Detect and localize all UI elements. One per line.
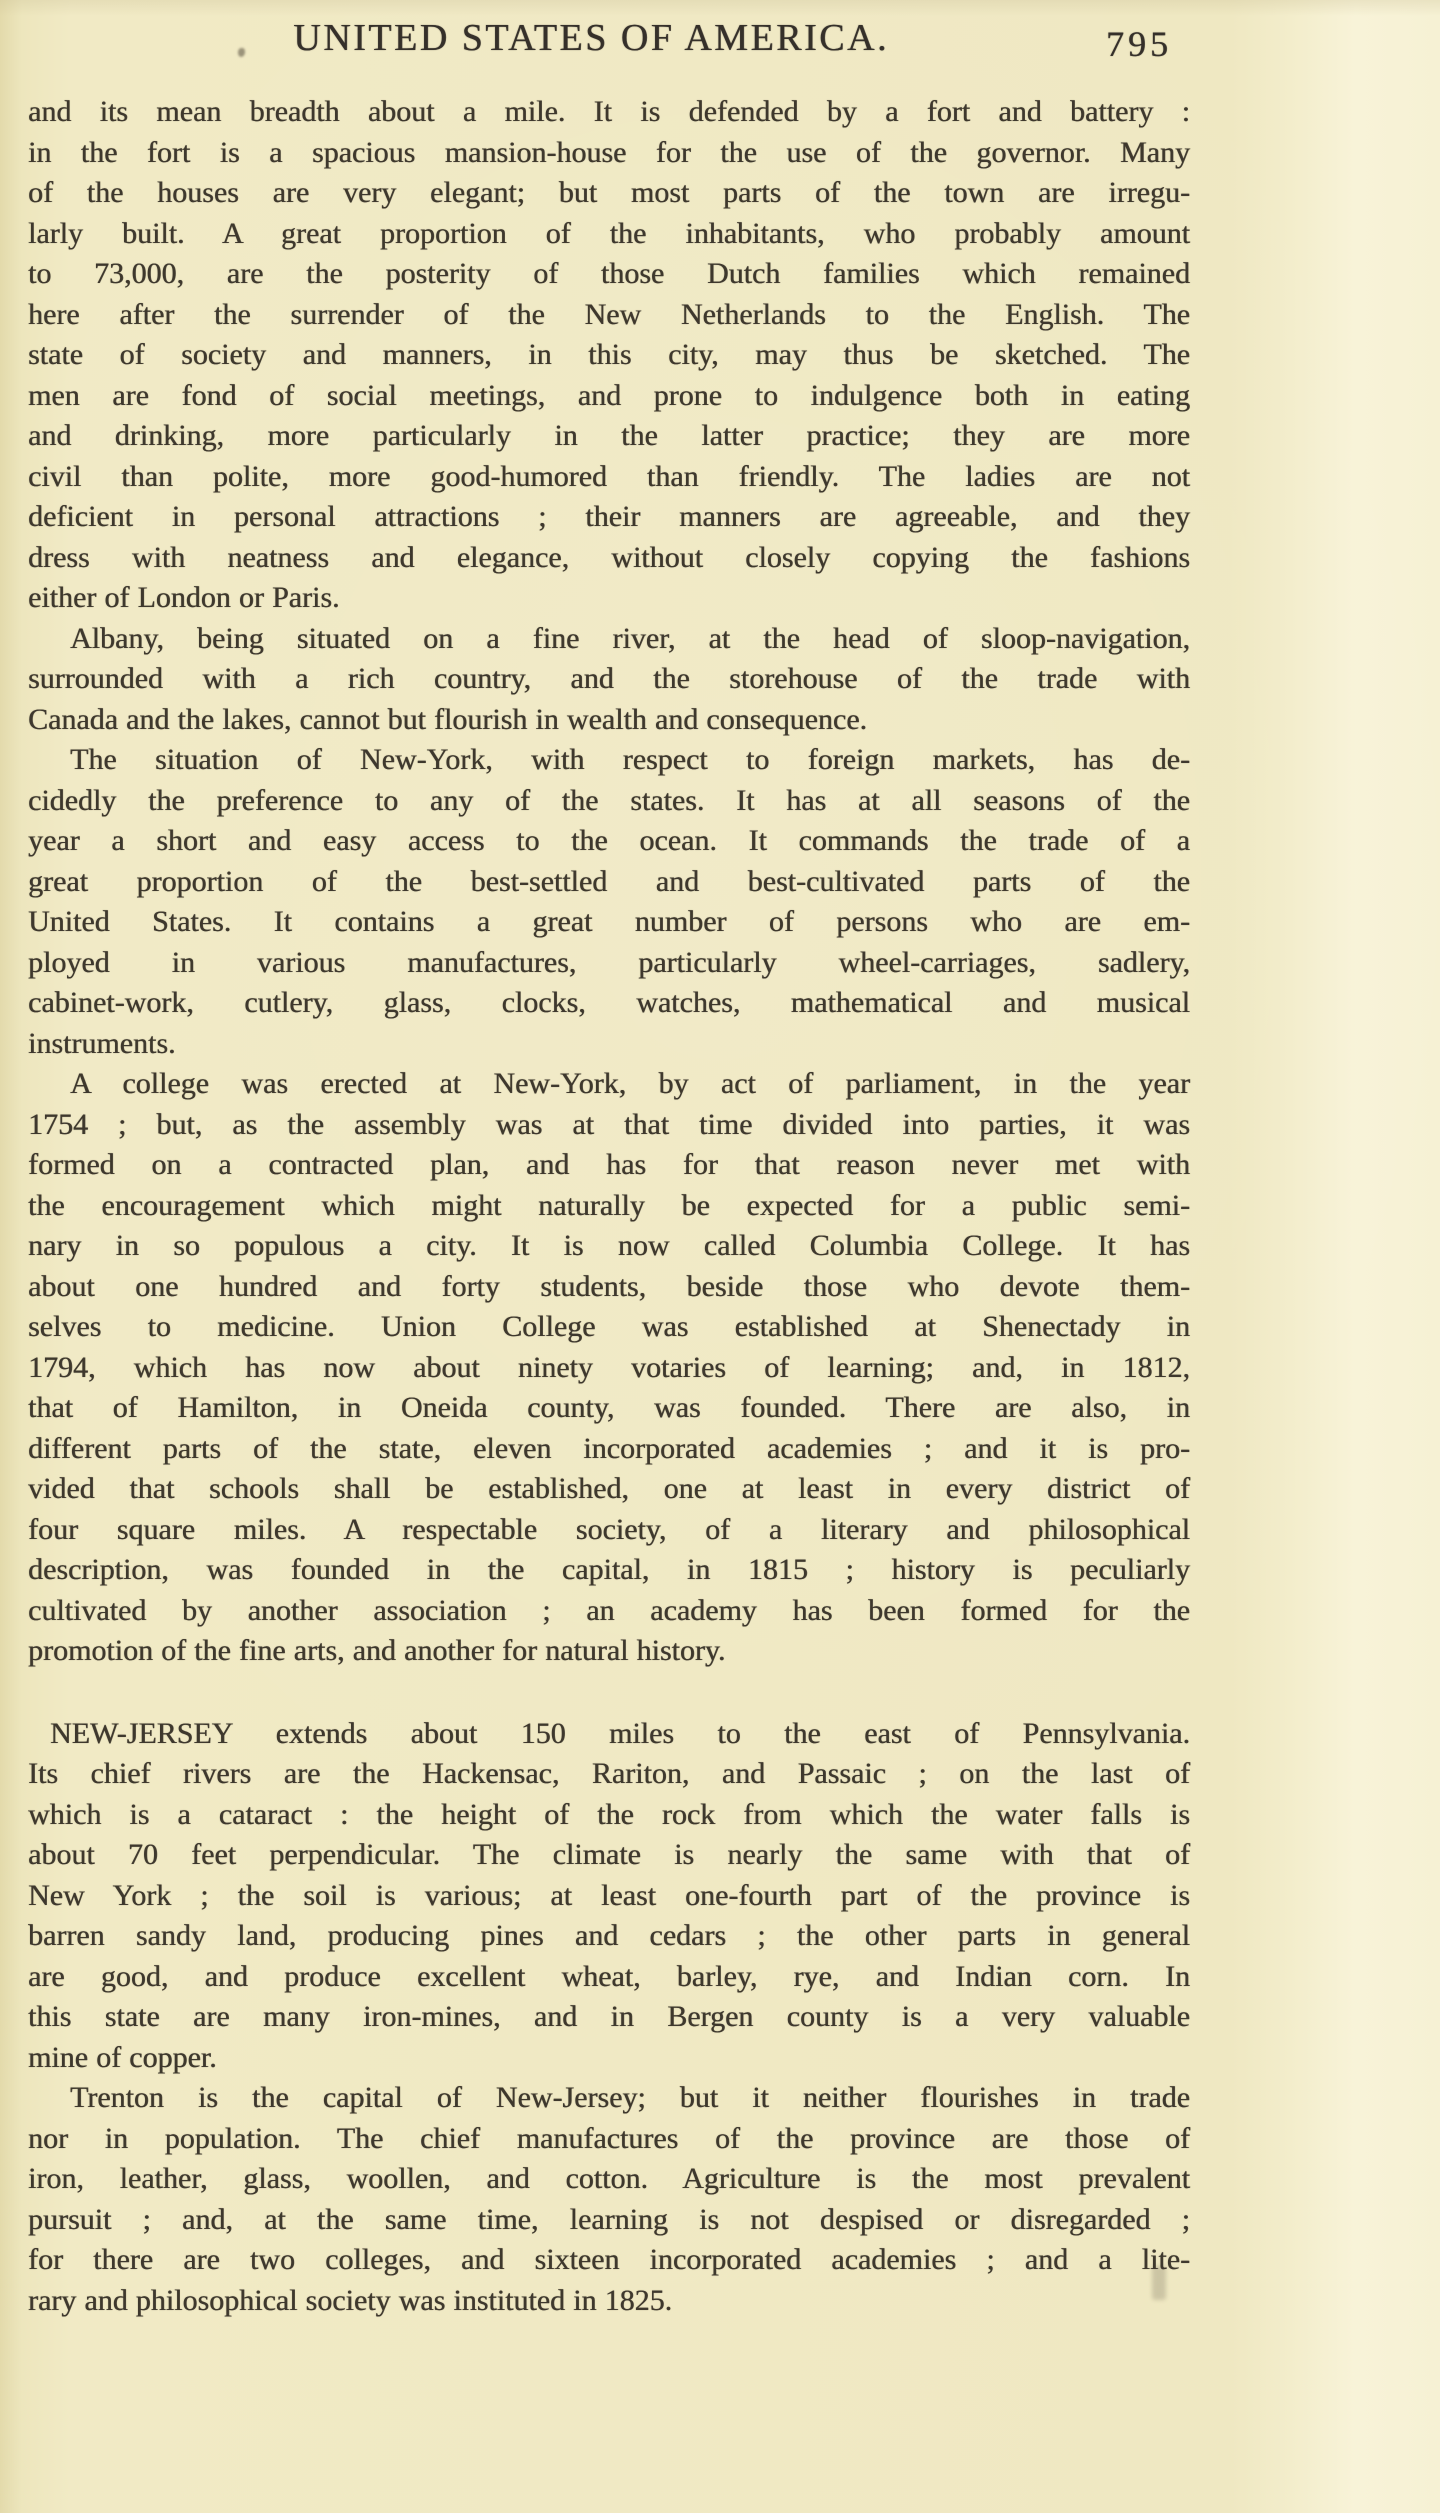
text-line: either of London or Paris. (28, 581, 340, 614)
page-text (28, 92, 1190, 2321)
text-line: A college was erected at New-York, by act of parliament, in the year (70, 1067, 1190, 1100)
text-line: are good, and produce excellent wheat, barley, rye, and Indian corn. In (28, 1959, 1190, 1993)
text-line: New York ; the soil is various; at least one-fourth part of the province is (28, 1878, 1190, 1912)
running-title: UNITED STATES OF AMERICA. (293, 17, 889, 59)
text-line: Its chief rivers are the Hackensac, Rariton, and Passaic ; on the last of (28, 1757, 1190, 1790)
text-line: and its mean breadth about a mile. It is defended by a fort and battery : (28, 95, 1190, 128)
text-line: surrounded with a rich country, and the storehouse of the trade with (28, 662, 1190, 695)
text-line: dress with neatness and elegance, without closely copying the fashions (28, 540, 1190, 574)
text-line: larly built. A great proportion of the inhabitants, who probably amount (28, 216, 1190, 250)
text-line: mine of copper. (28, 2040, 217, 2074)
paragraph-albany (28, 619, 1190, 741)
paragraph-new-jersey (28, 1714, 1190, 2079)
text-line: civil than polite, more good-humored than friendly. The ladies are not (28, 459, 1190, 493)
text-line: ployed in various manufactures, particularly wheel-carriages, sadlery, (28, 945, 1190, 979)
text-line: promotion of the fine arts, and another for natural history. (28, 1634, 726, 1667)
text-line: cultivated by another association ; an academy has been formed for the (28, 1593, 1190, 1627)
text-line: NEW-JERSEY extends about 150 miles to the east of Pennsylvania. (50, 1716, 1190, 1750)
text-line: Albany, being situated on a fine river, at the head of sloop-navigation, (70, 621, 1190, 655)
paragraph-new-york-city-description (28, 92, 1190, 619)
text-line: nary in so populous a city. It is now called Columbia College. It has (28, 1229, 1190, 1262)
text-line: year a short and easy access to the ocean. It commands the trade of a (28, 824, 1190, 857)
text-line: formed on a contracted plan, and has for that reason never met with (28, 1148, 1190, 1181)
text-line: nor in population. The chief manufactures of the province are those of (28, 2121, 1190, 2155)
text-line: of the houses are very elegant; but most parts of the town are irregu- (28, 176, 1190, 209)
text-line: that of Hamilton, in Oneida county, was founded. There are also, in (28, 1391, 1190, 1424)
text-line: vided that schools shall be established, one at least in every district of (28, 1472, 1190, 1505)
text-line: men are fond of social meetings, and prone to indulgence both in eating (28, 378, 1190, 412)
text-line: this state are many iron-mines, and in Bergen county is a very valuable (28, 2000, 1190, 2033)
text-line: to 73,000, are the posterity of those Dutch families which remained (28, 257, 1190, 290)
text-line: description, was founded in the capital, in 1815 ; history is peculiarly (28, 1553, 1190, 1586)
text-line: and drinking, more particularly in the latter practice; they are more (28, 419, 1190, 452)
text-line: pursuit ; and, at the same time, learning is not despised or disregarded ; (28, 2202, 1190, 2236)
text-line: instruments. (28, 1026, 176, 1060)
text-line: rary and philosophical society was instituted in 1825. (28, 2283, 673, 2317)
text-line: Trenton is the capital of New-Jersey; but it neither flourishes in trade (70, 2081, 1190, 2114)
text-line: four square miles. A respectable society, of a literary and philosophical (28, 1512, 1190, 1546)
text-line: here after the surrender of the New Netherlands to the English. The (28, 297, 1190, 331)
paragraph-new-york-colleges (28, 1064, 1190, 1672)
text-line: cidedly the preference to any of the states. It has at all seasons of the (28, 783, 1190, 817)
text-line: about 70 feet perpendicular. The climate is nearly the same with that of (28, 1838, 1190, 1871)
text-line: great proportion of the best-settled and best-cultivated parts of the (28, 864, 1190, 898)
text-line: deficient in personal attractions ; their manners are agreeable, and they (28, 500, 1190, 533)
text-line: different parts of the state, eleven incorporated academies ; and it is pro- (28, 1431, 1190, 1465)
page-number: 795 (1106, 24, 1172, 64)
text-line: the encouragement which might naturally be expected for a public semi- (28, 1188, 1190, 1222)
text-line: 1754 ; but, as the assembly was at that time divided into parties, it was (28, 1107, 1190, 1141)
text-line: cabinet-work, cutlery, glass, clocks, watches, mathematical and musical (28, 986, 1190, 1019)
text-line: state of society and manners, in this city, may thus be sketched. The (28, 338, 1190, 371)
paragraph-trenton (28, 2078, 1190, 2321)
text-line: for there are two colleges, and sixteen incorporated academies ; and a lite- (28, 2243, 1190, 2276)
text-line: barren sandy land, producing pines and cedars ; the other parts in general (28, 1919, 1190, 1952)
text-line: which is a cataract : the height of the rock from which the water falls is (28, 1797, 1190, 1831)
paragraph-new-york-commerce (28, 740, 1190, 1064)
page-header (28, 12, 1190, 74)
text-line: iron, leather, glass, woollen, and cotton. Agriculture is the most prevalent (28, 2162, 1190, 2195)
text-line: Canada and the lakes, cannot but flourish in wealth and consequence. (28, 702, 868, 736)
text-line: selves to medicine. Union College was established at Shenectady in (28, 1310, 1190, 1343)
ink-smudge (1152, 2266, 1166, 2300)
text-line: about one hundred and forty students, beside those who devote them- (28, 1269, 1190, 1303)
text-line: United States. It contains a great number of persons who are em- (28, 905, 1190, 938)
text-line: 1794, which has now about ninety votaries of learning; and, in 1812, (28, 1350, 1190, 1384)
text-line: in the fort is a spacious mansion-house for the use of the governor. Many (28, 135, 1190, 169)
text-line: The situation of New-York, with respect to foreign markets, has de- (70, 743, 1190, 776)
